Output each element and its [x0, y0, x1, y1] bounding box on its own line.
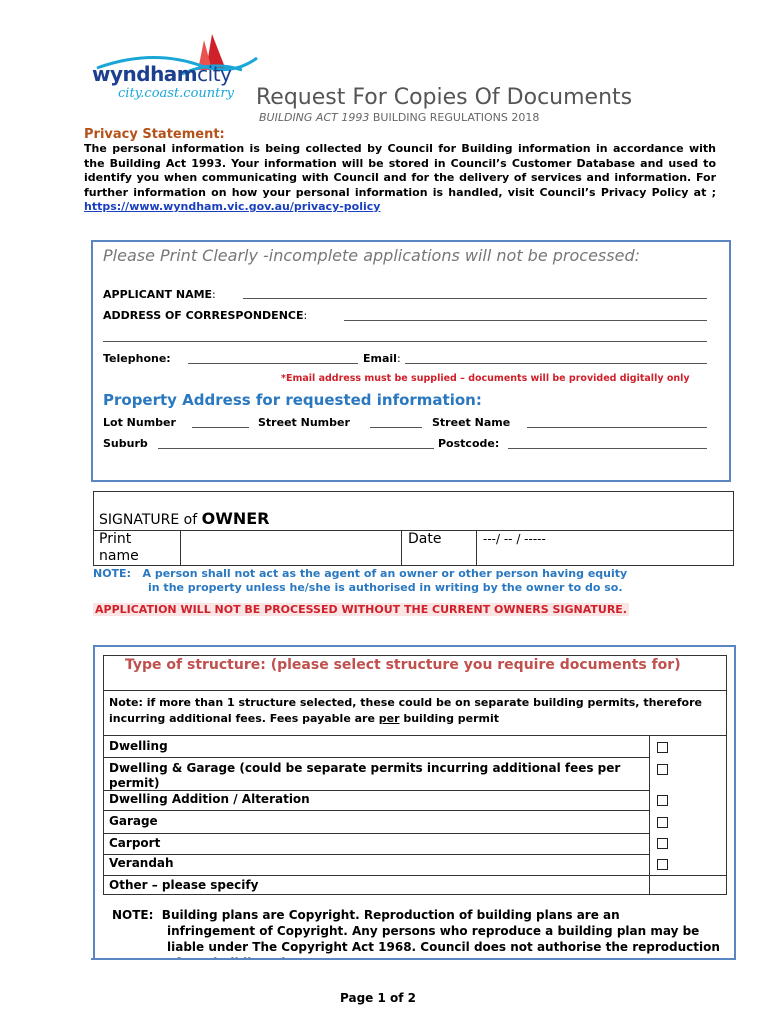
structure-heading: Type of structure: (please select structure you require documents for): [125, 657, 681, 673]
table-row-divider: [103, 810, 649, 811]
signature-col-divider: [476, 530, 477, 566]
subtitle-regulations: BUILDING REGULATIONS 2018: [369, 111, 540, 124]
structure-item: Dwelling & Garage (could be separate permits incurring additional fees per permit): [109, 761, 621, 790]
signature-owner-label: SIGNATURE of OWNER: [99, 509, 270, 528]
property-address-heading: Property Address for requested information:: [103, 391, 482, 409]
logo-word-bold: wyndham: [92, 62, 198, 86]
subtitle-act: BUILDING ACT 1993: [259, 111, 370, 124]
suburb-label: Suburb: [103, 437, 148, 450]
structure-item: Dwelling Addition / Alteration: [109, 792, 310, 806]
logo-tagline: city.coast.country: [118, 86, 234, 101]
applicant-name-label: APPLICANT NAME:: [103, 288, 216, 301]
street-number-field[interactable]: [370, 427, 422, 428]
date-field[interactable]: ---/ -- / -----: [483, 532, 546, 546]
date-label: Date: [408, 531, 442, 547]
signature-col-divider: [401, 530, 402, 566]
table-row-divider: [103, 854, 649, 855]
table-row-divider: [103, 735, 727, 736]
structure-box-bottom-border: [91, 958, 736, 960]
addition-alteration-checkbox[interactable]: [657, 795, 668, 806]
signature-col-divider: [180, 530, 181, 566]
applicant-details-box: [91, 240, 731, 482]
postcode-field[interactable]: [508, 448, 707, 449]
structure-fee-note: Note: if more than 1 structure selected, these could be on separate building permits, therefore incurring additional fees. Fees payable are per building permit: [109, 696, 702, 725]
lot-number-label: Lot Number: [103, 416, 176, 429]
street-number-label: Street Number: [258, 416, 350, 429]
privacy-heading: Privacy Statement:: [84, 127, 225, 142]
telephone-field[interactable]: [188, 363, 358, 364]
suburb-field[interactable]: [158, 448, 434, 449]
garage-checkbox[interactable]: [657, 817, 668, 828]
copyright-note: NOTE: Building plans are Copyright. Reproduction of building plans are an infringement of Copyright. Any persons who reproduce a building plan may be liable under The Copyright Act 1968. Council does not authorise the reproduction: [112, 908, 720, 954]
print-name-label: Print name: [99, 531, 139, 564]
application-warning: APPLICATION WILL NOT BE PROCESSED WITHOUT THE CURRENT OWNERS SIGNATURE.: [95, 603, 627, 616]
address-field-line2[interactable]: [103, 341, 707, 342]
structure-item: Carport: [109, 836, 161, 850]
email-field[interactable]: [405, 363, 707, 364]
table-row-divider: [103, 875, 727, 876]
structure-item: Verandah: [109, 856, 174, 870]
page-number: Page 1 of 2: [340, 991, 416, 1005]
checkbox-col-divider: [649, 735, 650, 895]
dwelling-garage-checkbox[interactable]: [657, 764, 668, 775]
email-required-note: *Email address must be supplied – documents will be provided digitally only: [281, 373, 690, 384]
agent-note: NOTE: A person shall not act as the agent of an owner or other person having equity in the property unless he/she is authorised in writing by the owner to do so.: [93, 567, 628, 594]
table-row-divider: [103, 757, 649, 758]
address-field[interactable]: [344, 320, 707, 321]
page-cut-mask: [91, 960, 741, 974]
email-label: Email:: [363, 352, 401, 365]
structure-item: Garage: [109, 814, 158, 828]
carport-checkbox[interactable]: [657, 838, 668, 849]
privacy-statement: [84, 142, 716, 215]
page-subtitle: [259, 111, 539, 124]
wyndham-city-logo: [92, 30, 262, 110]
street-name-label: Street Name: [432, 416, 511, 429]
verandah-checkbox[interactable]: [657, 859, 668, 870]
print-name-field[interactable]: [183, 532, 399, 564]
applicant-name-field[interactable]: [243, 298, 707, 299]
privacy-text: The personal information is being collected by Council for Building information in accordance with the Building Act 1993. Your information will be stored in Council’s Customer Database and used to identify you when communicating with Council and for the delivery of services and information. For further information on how your personal information is handled, visit Council’s Privacy Policy at ;: [84, 142, 716, 199]
print-clearly-instruction: Please Print Clearly -incomplete applications will not be processed:: [103, 246, 640, 265]
dwelling-checkbox[interactable]: [657, 742, 668, 753]
telephone-label: Telephone:: [103, 352, 171, 365]
other-specify-field[interactable]: [651, 877, 725, 894]
address-label: ADDRESS OF CORRESPONDENCE:: [103, 309, 308, 322]
lot-number-field[interactable]: [192, 427, 249, 428]
table-row-divider: [103, 690, 727, 691]
street-name-field[interactable]: [527, 427, 707, 428]
postcode-label: Postcode:: [438, 437, 500, 450]
privacy-policy-link[interactable]: https://www.wyndham.vic.gov.au/privacy-policy: [84, 200, 381, 213]
page-title: Request For Copies Of Documents: [256, 85, 633, 110]
structure-item: Dwelling: [109, 739, 168, 753]
table-row-divider: [103, 833, 649, 834]
logo-word-light: city: [197, 62, 232, 86]
structure-item: Other – please specify: [109, 878, 259, 892]
table-row-divider: [103, 790, 649, 791]
